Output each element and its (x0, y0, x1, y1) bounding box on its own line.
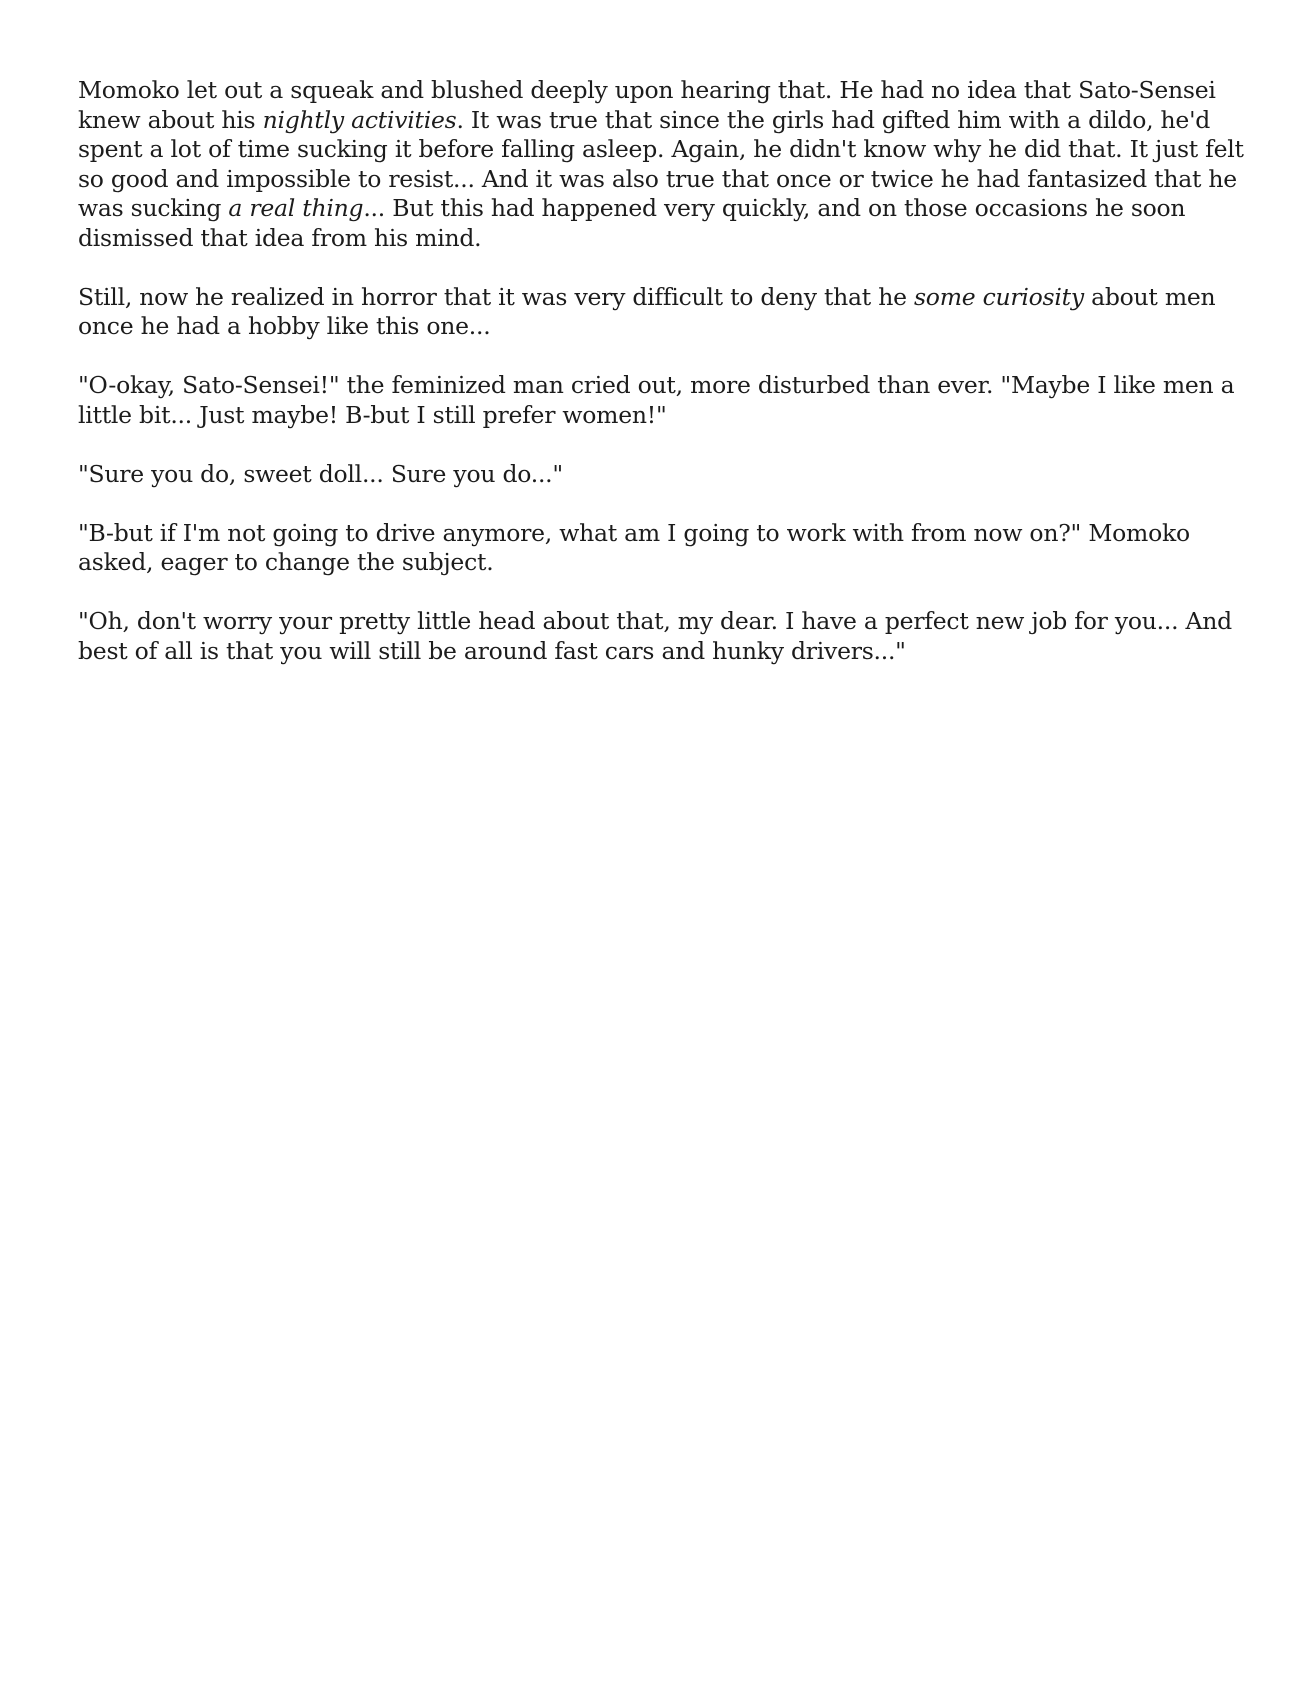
text-segment: "O-okay, Sato-Sensei!" the feminized man cried out, more disturbed than ever. "Maybe I like men a little bit... Just maybe! B-but I still prefer women!" (78, 371, 1235, 429)
document-page (78, 76, 1258, 696)
italic-segment: a real thing (228, 194, 364, 222)
text-segment: about men once he had a hobby like this one... (78, 282, 1216, 340)
paragraph-5 (78, 519, 1258, 578)
italic-segment: some curiosity (913, 282, 1084, 311)
text-segment: . It was true that since the girls had gifted him with a dildo, he'd spent a lot of time sucking it before falling asleep. Again, he didn't know why he did that. It just felt so good and impossible to resist... And it was also true that once or twice he had fantasized that he was sucking (78, 105, 1244, 222)
text-segment: ... But this had happened very quickly, and on those occasions he soon dismissed that idea from his mind. (78, 194, 1186, 252)
text-segment: Momoko let out a squeak and blushed deeply upon hearing that. He had no idea that Sato-Sensei knew about his (78, 76, 1216, 134)
paragraph-3 (78, 371, 1258, 430)
text-segment: Still, now he realized in horror that it was very difficult to deny that he (78, 282, 914, 311)
text-segment: "Oh, don't worry your pretty little head about that, my dear. I have a perfect new job for you... And best of all is that you will still be around fast cars and hunky drivers..." (78, 607, 1232, 665)
paragraph-2 (78, 283, 1258, 342)
paragraph-4 (78, 460, 1258, 490)
italic-segment: nightly activities (262, 105, 457, 134)
text-segment: "B-but if I'm not going to drive anymore, what am I going to work with from now on?" Momoko asked, eager to change the subject. (78, 518, 1190, 576)
text-segment: "Sure you do, sweet doll... Sure you do..." (78, 459, 563, 488)
paragraph-1 (78, 76, 1258, 253)
paragraph-6 (78, 607, 1258, 666)
